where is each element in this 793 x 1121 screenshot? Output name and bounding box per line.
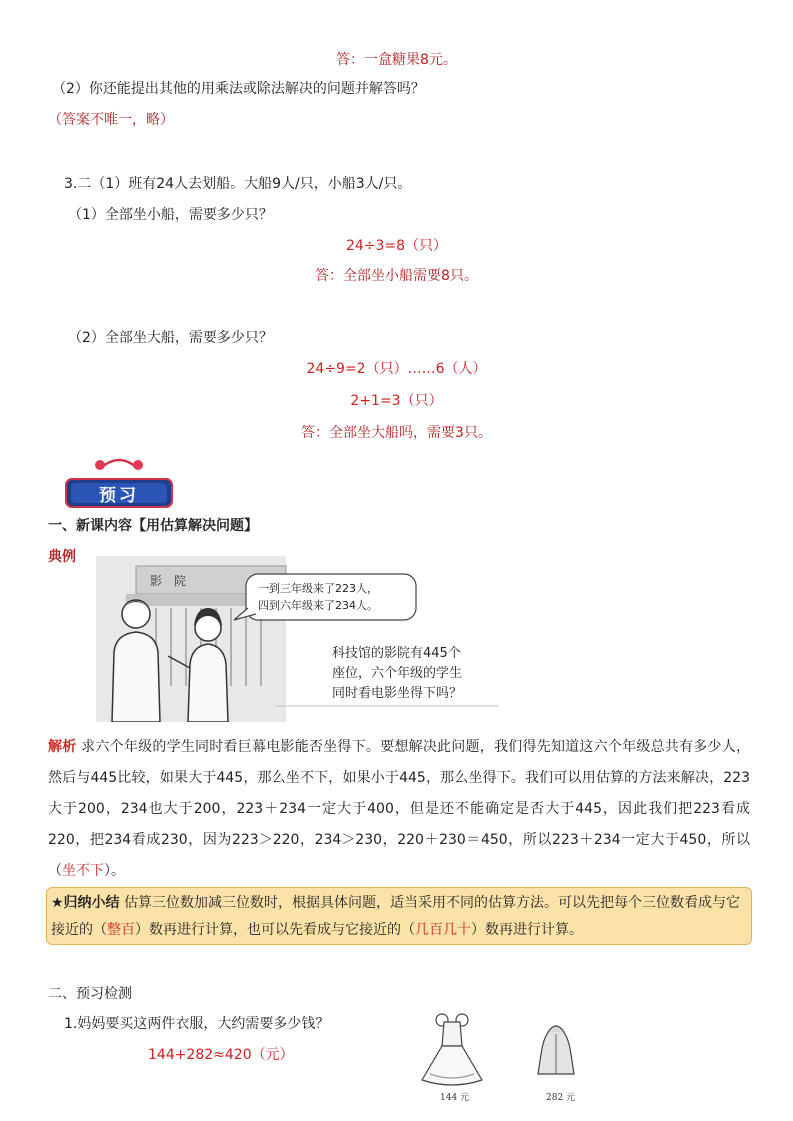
problem-3-q2-calc-2: 2+1=3（只） — [350, 393, 443, 409]
question-2-prompt: （2）你还能提出其他的用乘法或除法解决的问题并解答吗？ — [52, 81, 425, 97]
problem-3-q2-answer: 答：全部坐大船吗，需要3只。 — [301, 425, 492, 441]
problem-3-q1: （1）全部坐小船，需要多少只？ — [68, 207, 273, 223]
problem-3-q1-answer: 答：全部坐小船需要8只。 — [315, 268, 478, 284]
clothes-illustration — [416, 1008, 596, 1108]
analysis-paragraph — [48, 732, 750, 887]
question-2-answer: （答案不唯一，略） — [48, 112, 174, 128]
analysis-label: 解析 — [48, 739, 77, 755]
preview-badge — [64, 457, 174, 509]
analysis-text: 求六个年级的学生同时看巨幕电影能否坐得下。要想解决此问题，我们得先知道这六个年级总共有多少人，然后与445比较，如果大于445，那么坐不下，如果小于445，那么坐得下。我们可以用估算的方法来解决，223大于200，234也大于200，223＋234一定大于400，但是还不能确定是否大于445，因此我们把223看成220，把234看成230，因为223＞220，234＞230，220＋230＝450，所以223＋234一定大于450，所以（ — [48, 739, 751, 879]
summary-text-1: 估算三位数加减三位数时，根据具体问题，适当采用不同的估算方法。可以先把每个三位数看成与它接近的（ — [51, 895, 741, 938]
example-illustration — [96, 556, 498, 722]
bubble-line-2: 四到六年级来了234人。 — [258, 599, 378, 612]
summary-text-2: ）数再进行计算，也可以先看成与它接近的（ — [135, 922, 415, 938]
problem-3-q2-calc-1: 24÷9=2（只）……6（人） — [306, 361, 487, 377]
problem-3-title: 3.二（1）班有24人去划船。大船9人/只，小船3人/只。 — [64, 176, 412, 192]
question-line-1: 科技馆的影院有445个 — [332, 646, 461, 661]
speech-bubble — [258, 580, 378, 614]
price-coat: 282 元 — [546, 1093, 576, 1103]
bubble-line-1: 一到三年级来了223人， — [258, 582, 378, 595]
section-2-q1: 1.妈妈要买这两件衣服，大约需要多少钱？ — [64, 1016, 330, 1032]
summary-answer-1: 整百 — [107, 922, 135, 938]
summary-label: ★归纳小结 — [51, 895, 120, 911]
section-1-heading: 一、新课内容【用估算解决问题】 — [48, 518, 258, 534]
summary-text-3: ）数再进行计算。 — [471, 922, 583, 938]
preview-badge-label: 预习 — [99, 486, 139, 506]
problem-3-q1-calc: 24÷3=8（只） — [345, 238, 448, 254]
example-question — [332, 644, 462, 704]
analysis-answer: 坐不下 — [62, 863, 104, 879]
dress-icon — [422, 1014, 482, 1085]
question-line-2: 座位，六个年级的学生 — [332, 666, 463, 681]
coat-icon — [538, 1026, 574, 1074]
example-label: 典例 — [48, 549, 76, 565]
section-2-heading: 二、预习检测 — [48, 986, 132, 1002]
problem-3-q2: （2）全部坐大船，需要多少只？ — [68, 330, 273, 346]
analysis-end: ）。 — [104, 863, 125, 879]
answer-candy: 答：一盒糖果8元。 — [336, 52, 457, 68]
summary-answer-2: 几百几十 — [415, 922, 471, 938]
summary-box — [46, 887, 752, 945]
price-dress: 144 元 — [440, 1093, 470, 1103]
cinema-sign: 影 院 — [150, 574, 187, 588]
section-2-q1-answer: 144+282≈420（元） — [148, 1047, 294, 1063]
question-line-3: 同时看电影坐得下吗？ — [332, 686, 463, 701]
